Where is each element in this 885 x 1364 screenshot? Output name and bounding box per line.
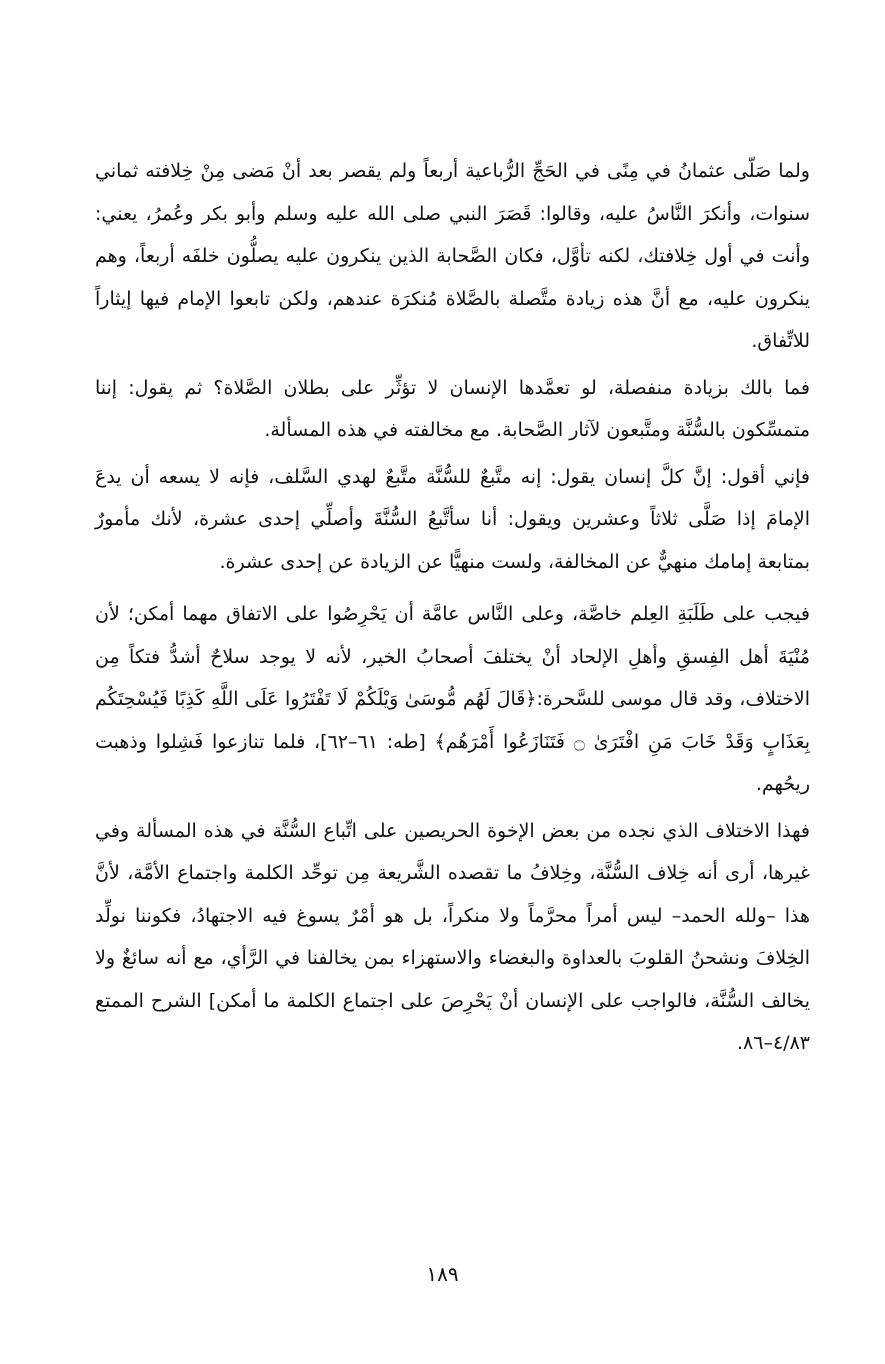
page-body [95,150,810,1069]
paragraph-unity-obligation: فيجب على طَلَبَةِ العِلم خاصَّة، وعلى النَّاس عامَّة أن يَحْرِصُوا على الاتفاق مهما أمكن؛ لأن مُنْيَةَ أهل الفِسقِ وأهلِ الإلحاد أنْ يختلفَ أصحابُ الخير، لأنه لا يوجد سلاحٌ أشدُّ فتكاً مِن الاختلاف، وقد قال موسى للسَّحرة:﴿قَالَ لَهُم مُّوسَىٰ وَيْلَكُمْ لَا تَفْتَرُوا عَلَى اللَّهِ كَذِبًا فَيُسْحِتَكُم بِعَذَابٍ وَقَدْ خَابَ مَنِ افْتَرَىٰ ۝ فَتَنَازَعُوا أَمْرَهُم﴾ [طه: ٦١–٦٢]، فلما تنازعوا فَشِلوا وذهبت ريحُهم. [95,603,811,795]
paragraph-uthman-mina: ولما صَلّى عثمانُ في مِنًى في الحَجِّ الرُّباعية أربعاً ولم يقصر بعد أنْ مَضى مِنْ خِلافته ثماني سنوات، وأنكرَ النَّاسُ عليه، وقالوا: قَصَرَ النبي صلى الله عليه وسلم وأبو بكر وعُمرُ، يعني: وأنت في أول خِلافتك، لكنه تأوَّل، فكان الصَّحابة الذين ينكرون عليه يصلُّون خلفَه أربعاً، وهم ينكرون عليه، مع أنَّ هذه زيادة متَّصلة بالصَّلاة مُنكرَة عندهم، ولكن تابعوا الإمام فيها إيثاراً للاتِّفاق. [95,160,810,352]
paragraph-separate-addition: فما بالك بزيادة منفصلة، لو تعمَّدها الإنسان لا تؤثِّر على بطلان الصَّلاة؟ ثم يقول: إننا متمسِّكون بالسُّنَّة ومتَّبعون لآثار الصَّحابة. مع مخالفته في هذه المسألة. [95,376,810,441]
paragraph-disagreement: فهذا الاختلاف الذي نجده من بعض الإخوة الحريصين على اتِّباع السُّنَّة في هذه المسألة وفي غيرها، أرى أنه خِلاف السُّنَّة، وخِلافُ ما تقصده الشَّريعة مِن توحِّد الكلمة واجتماع الأمَّة، لأنَّ هذا –ولله الحمد– ليس أمراً محرَّماً ولا منكراً، بل هو أمْرٌ يسوغ فيه الاجتهادُ، فكوننا نولِّد الخِلافَ ونشحنُ القلوبَ بالعداوة والبغضاء والاستهزاء بمن يخالفنا في الرَّأي، مع أنه سائغٌ ولا يخالف السُّنَّة، فالواجب على الإنسان أنْ يَحْرِصَ على اجتماع الكلمة ما أمكن] الشرح الممتع ٤/٨٣–٨٦. [95,819,810,1054]
page-number: ١٨٩ [426,1262,459,1286]
paragraph-follow-imam: فإني أقول: إنَّ كلَّ إنسان يقول: إنه متَّبعٌ للسُّنَّة متَّبعٌ لهدي السَّلف، فإنه لا يسعه أن يدعَ الإمامَ إذا صَلَّى ثلاثاً وعشرين ويقول: أنا سأتَّبعُ السُّنَّةَ وأصلِّي إحدى عشرة، لأنك مأمورٌ بمتابعة إمامك منهيٌّ عن المخالفة، ولست منهيًّا عن الزيادة عن إحدى عشرة. [95,465,810,573]
